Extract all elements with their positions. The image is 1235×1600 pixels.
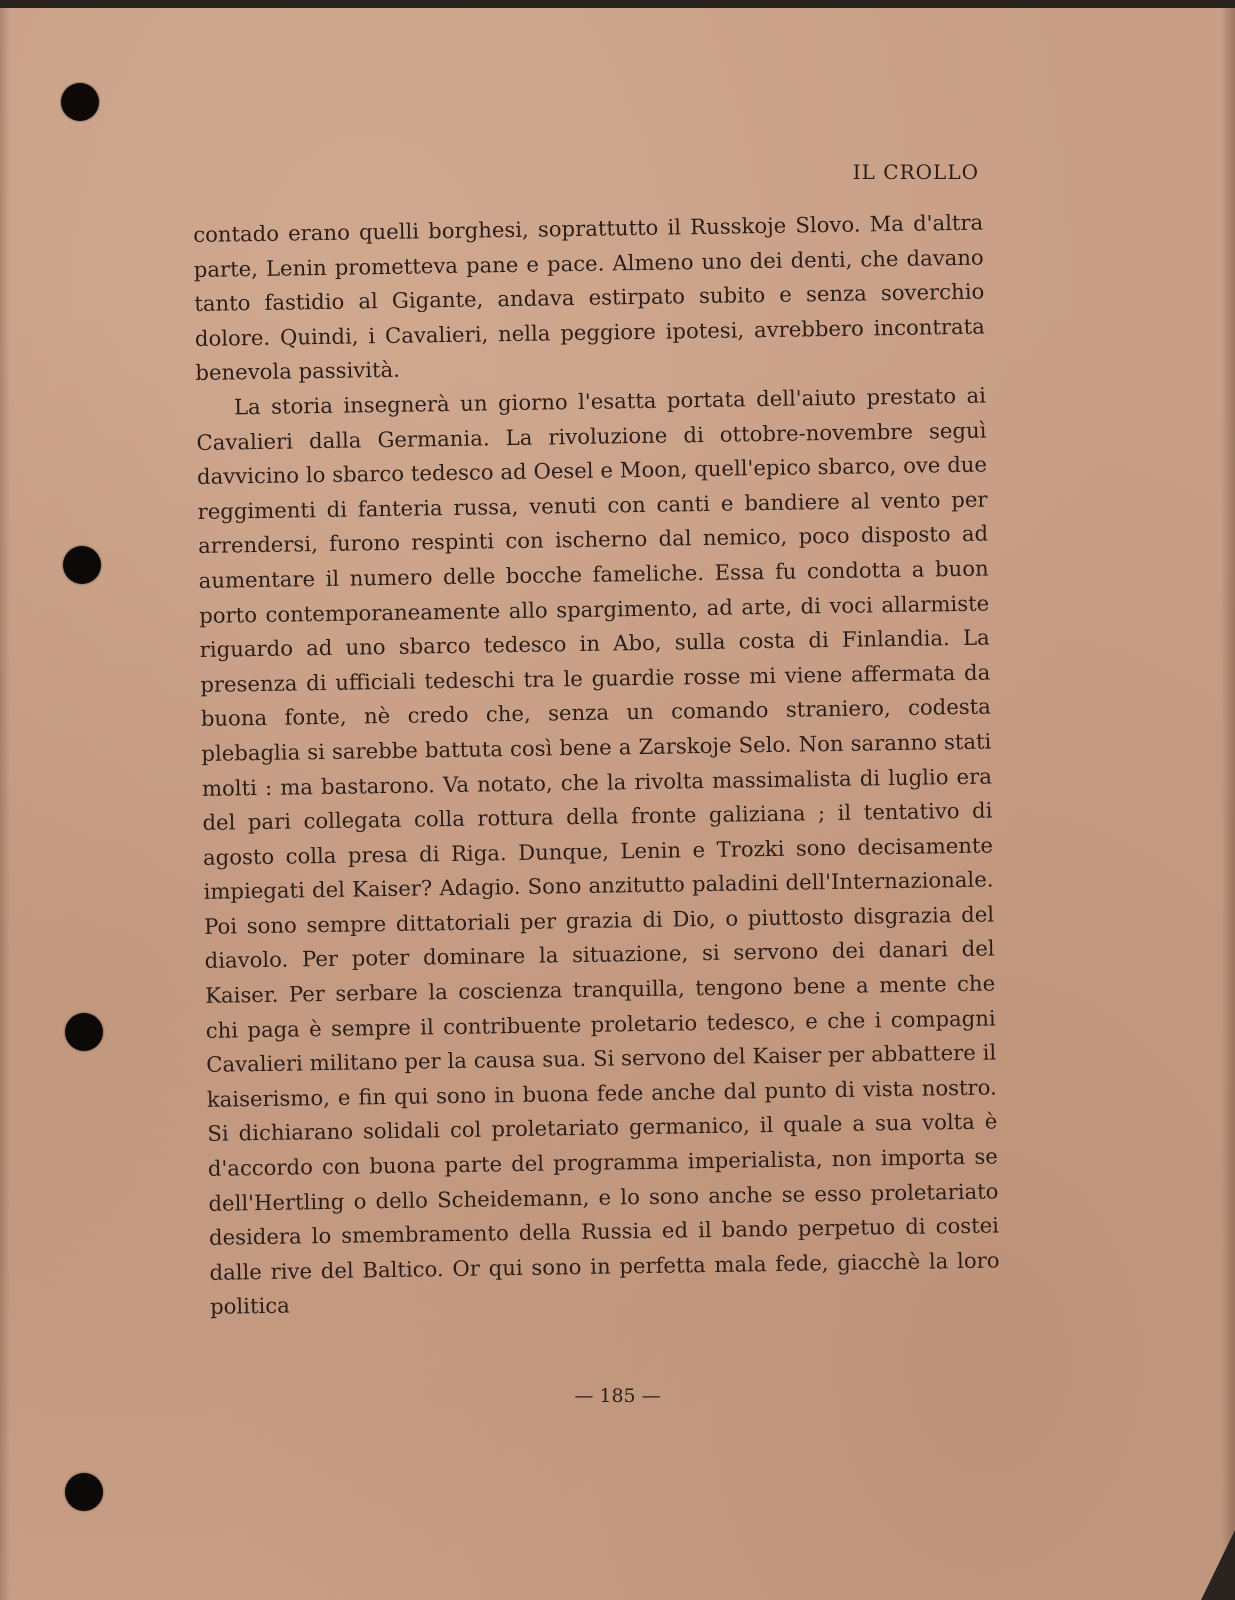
punch-hole-1 <box>61 83 99 121</box>
page-number: — 185 — <box>574 1385 661 1407</box>
page-corner <box>1201 1530 1235 1600</box>
punch-hole-4 <box>65 1473 103 1511</box>
paragraph-2: La storia insegnerà un giorno l'esatta portata dell'aiuto prestato ai Cavalieri dalla Germania. La rivoluzione di ottobre-novembre seguì davvicino lo sbarco tedesco ad Oesel e Moon, quell'epico sbarco, ove due reggimenti di fanteria russa, venuti con canti e bandiere al vento per arrendersi, furono respinti con ischerno dal nemico, poco disposto ad aumentare il numero delle bocche fameliche. Essa fu condotta a buon porto contemporaneamente allo spargimento, ad arte, di voci allarmiste riguardo ad uno sbarco tedesco in Abo, sulla costa di Finlandia. La presenza di ufficiali tedeschi tra le guardie rosse mi viene affermata da buona fonte, nè credo che, senza un comando straniero, codesta plebaglia si sarebbe battuta così bene a Zarskoje Selo. Non saranno stati molti : ma bastarono. Va notato, che la rivolta massimalista di luglio era del pari collegata colla rottura della fronte galiziana ; il tentativo di agosto colla presa di Riga. Dunque, Lenin e Trozki sono decisamente impiegati del Kaiser? Adagio. Sono anzitutto paladini dell'Internazionale. Poi sono sempre dittatoriali per grazia di Dio, o piuttosto disgrazia del diavolo. Per poter dominare la situazione, si servono dei danari del Kaiser. Per serbare la coscienza tranquilla, tengono bene a mente che chi paga è sempre il contribuente proletario tedesco, e che i compagni Cavalieri militano per la causa sua. Si servono del Kaiser per abbattere il kaiserismo, e fin qui sono in buona fede anche dal punto di vista nostro. Si dichiarano solidali col proletariato germanico, il quale a sua volta è d'accordo con buona parte del programma imperialista, non importa se dell'Hertling o dello Scheidemann, e lo sono anche se esso proletariato desidera lo smembramento della Russia ed il bando perpetuo di costei dalle rive del Baltico. Or qui sono in perfetta mala fede, giacchè la loro politica <box>196 382 1000 1320</box>
paragraph-1: contado erano quelli borghesi, soprattutto il Russkoje Slovo. Ma d'altra parte, Lenin prometteva pane e pace. Almeno uno dei denti, che davano tanto fastidio al Gigante, andava estirpato subito e senza soverchio dolore. Quindi, i Cavalieri, nella peggiore ipotesi, avrebbero incontrata benevola passività. <box>193 209 985 386</box>
page-edge-shadow-left <box>0 8 10 1600</box>
page-edge-shadow-right <box>1221 8 1235 1600</box>
body-text <box>193 206 1000 1325</box>
running-head: IL CROLLO <box>852 160 979 184</box>
punch-hole-3 <box>65 1013 103 1051</box>
punch-hole-2 <box>63 546 101 584</box>
book-page <box>0 8 1235 1600</box>
